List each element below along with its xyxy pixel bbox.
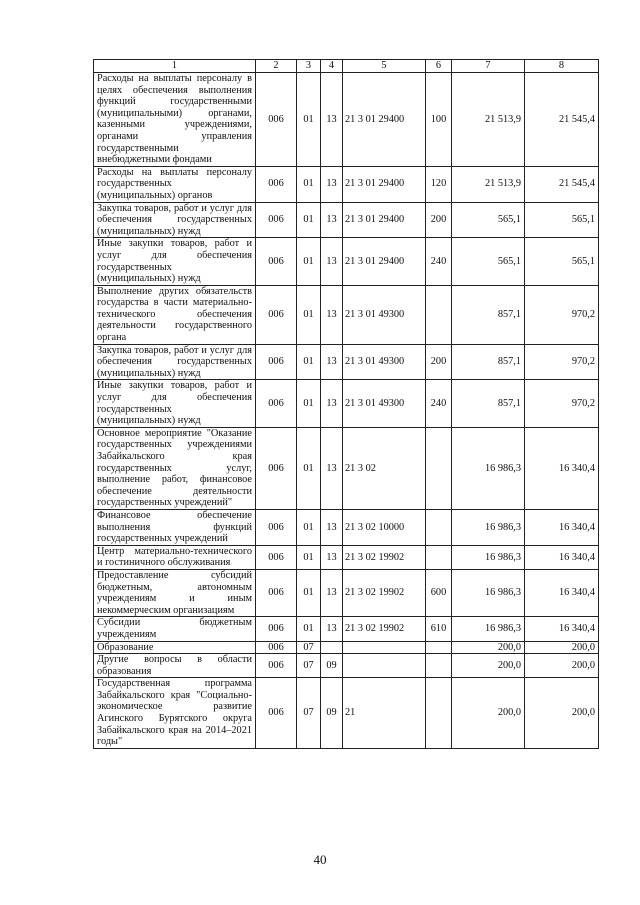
amount-year-2: 16 340,4 <box>525 427 599 509</box>
table-row <box>94 569 599 616</box>
section-code: 01 <box>297 202 321 238</box>
subsection-code: 13 <box>321 344 343 380</box>
table-row <box>94 166 599 202</box>
amount-year-2: 21 545,4 <box>525 73 599 167</box>
target-article-code <box>343 641 426 654</box>
expense-type-code <box>426 509 452 545</box>
amount-year-2: 565,1 <box>525 238 599 285</box>
table-body <box>94 73 599 749</box>
section-code: 01 <box>297 166 321 202</box>
subsection-code: 13 <box>321 509 343 545</box>
subsection-code: 13 <box>321 617 343 641</box>
target-article-code: 21 3 01 29400 <box>343 238 426 285</box>
table-row <box>94 202 599 238</box>
row-name: Другие вопросы в области образования <box>94 654 256 678</box>
subsection-code: 13 <box>321 166 343 202</box>
section-code: 01 <box>297 344 321 380</box>
target-article-code: 21 3 02 <box>343 427 426 509</box>
column-header-7: 7 <box>452 60 525 73</box>
amount-year-2: 565,1 <box>525 202 599 238</box>
row-name: Расходы на выплаты персоналу государственных (муниципальных) органов <box>94 166 256 202</box>
amount-year-1: 200,0 <box>452 641 525 654</box>
target-article-code: 21 3 01 29400 <box>343 202 426 238</box>
target-article-code: 21 3 01 49300 <box>343 380 426 427</box>
section-code: 07 <box>297 678 321 749</box>
ministry-code: 006 <box>256 344 297 380</box>
column-header-8: 8 <box>525 60 599 73</box>
column-header-1: 1 <box>94 60 256 73</box>
amount-year-1: 16 986,3 <box>452 617 525 641</box>
table-row <box>94 641 599 654</box>
row-name: Предоставление субсидий бюджетным, автономным учреждениям и иным некоммерческим организациям <box>94 569 256 616</box>
amount-year-2: 21 545,4 <box>525 166 599 202</box>
expense-type-code <box>426 545 452 569</box>
row-name: Иные закупки товаров, работ и услуг для обеспечения государственных (муниципальных) нужд <box>94 380 256 427</box>
ministry-code: 006 <box>256 73 297 167</box>
section-code: 01 <box>297 427 321 509</box>
column-header-6: 6 <box>426 60 452 73</box>
column-header-2: 2 <box>256 60 297 73</box>
amount-year-2: 970,2 <box>525 285 599 344</box>
table-header-row <box>94 60 599 73</box>
column-header-3: 3 <box>297 60 321 73</box>
expense-type-code: 120 <box>426 166 452 202</box>
amount-year-1: 565,1 <box>452 202 525 238</box>
table-row <box>94 509 599 545</box>
ministry-code: 006 <box>256 202 297 238</box>
ministry-code: 006 <box>256 166 297 202</box>
subsection-code: 13 <box>321 73 343 167</box>
subsection-code <box>321 641 343 654</box>
section-code: 01 <box>297 617 321 641</box>
ministry-code: 006 <box>256 678 297 749</box>
expense-type-code <box>426 641 452 654</box>
target-article-code: 21 3 02 19902 <box>343 545 426 569</box>
amount-year-2: 970,2 <box>525 344 599 380</box>
amount-year-1: 16 986,3 <box>452 427 525 509</box>
row-name: Основное мероприятие "Оказание государственных учреждениями Забайкальского края государственных услуг, выполнение работ, финансовое обеспечение деятельности государственных учреждений" <box>94 427 256 509</box>
subsection-code: 09 <box>321 654 343 678</box>
section-code: 01 <box>297 380 321 427</box>
section-code: 01 <box>297 285 321 344</box>
subsection-code: 09 <box>321 678 343 749</box>
target-article-code: 21 3 02 19902 <box>343 569 426 616</box>
section-code: 01 <box>297 569 321 616</box>
amount-year-2: 16 340,4 <box>525 569 599 616</box>
ministry-code: 006 <box>256 641 297 654</box>
row-name: Государственная программа Забайкальского края "Социально-экономическое развитие Агинского Бурятского округа Забайкальского края на 2014–2021 годы" <box>94 678 256 749</box>
section-code: 07 <box>297 641 321 654</box>
subsection-code: 13 <box>321 238 343 285</box>
subsection-code: 13 <box>321 569 343 616</box>
amount-year-2: 200,0 <box>525 654 599 678</box>
row-name: Выполнение других обязательств государства в части материально-технического обеспечения деятельности государственного органа <box>94 285 256 344</box>
table-row <box>94 654 599 678</box>
target-article-code <box>343 654 426 678</box>
target-article-code: 21 3 02 19902 <box>343 617 426 641</box>
target-article-code: 21 3 01 29400 <box>343 73 426 167</box>
subsection-code: 13 <box>321 427 343 509</box>
row-name: Образование <box>94 641 256 654</box>
row-name: Закупка товаров, работ и услуг для обеспечения государственных (муниципальных) нужд <box>94 344 256 380</box>
table-row <box>94 73 599 167</box>
expense-type-code: 240 <box>426 238 452 285</box>
target-article-code: 21 3 01 29400 <box>343 166 426 202</box>
table-row <box>94 678 599 749</box>
expense-type-code <box>426 678 452 749</box>
amount-year-1: 857,1 <box>452 380 525 427</box>
ministry-code: 006 <box>256 569 297 616</box>
target-article-code: 21 <box>343 678 426 749</box>
section-code: 01 <box>297 238 321 285</box>
subsection-code: 13 <box>321 202 343 238</box>
amount-year-1: 200,0 <box>452 654 525 678</box>
row-name: Расходы на выплаты персоналу в целях обеспечения выполнения функций государственными (муниципальными) органами, казенными учреждениями, органами управления государственными внебюджетными фондами <box>94 73 256 167</box>
table-row <box>94 545 599 569</box>
table-row <box>94 380 599 427</box>
column-header-5: 5 <box>343 60 426 73</box>
ministry-code: 006 <box>256 427 297 509</box>
amount-year-1: 21 513,9 <box>452 73 525 167</box>
section-code: 07 <box>297 654 321 678</box>
ministry-code: 006 <box>256 509 297 545</box>
ministry-code: 006 <box>256 617 297 641</box>
ministry-code: 006 <box>256 238 297 285</box>
amount-year-1: 857,1 <box>452 344 525 380</box>
expense-type-code: 600 <box>426 569 452 616</box>
table-row <box>94 344 599 380</box>
amount-year-1: 16 986,3 <box>452 509 525 545</box>
amount-year-1: 16 986,3 <box>452 569 525 616</box>
expense-type-code <box>426 654 452 678</box>
row-name: Субсидии бюджетным учреждениям <box>94 617 256 641</box>
subsection-code: 13 <box>321 285 343 344</box>
table-row <box>94 617 599 641</box>
section-code: 01 <box>297 509 321 545</box>
expense-type-code: 240 <box>426 380 452 427</box>
amount-year-2: 16 340,4 <box>525 509 599 545</box>
ministry-code: 006 <box>256 654 297 678</box>
amount-year-1: 857,1 <box>452 285 525 344</box>
table-row <box>94 238 599 285</box>
expense-type-code: 200 <box>426 202 452 238</box>
expense-type-code <box>426 427 452 509</box>
amount-year-1: 21 513,9 <box>452 166 525 202</box>
subsection-code: 13 <box>321 380 343 427</box>
target-article-code: 21 3 01 49300 <box>343 285 426 344</box>
amount-year-2: 16 340,4 <box>525 545 599 569</box>
subsection-code: 13 <box>321 545 343 569</box>
ministry-code: 006 <box>256 285 297 344</box>
expense-type-code: 200 <box>426 344 452 380</box>
row-name: Центр материально-технического и гостиничного обслуживания <box>94 545 256 569</box>
ministry-code: 006 <box>256 380 297 427</box>
row-name: Финансовое обеспечение выполнения функций государственных учреждений <box>94 509 256 545</box>
expense-type-code <box>426 285 452 344</box>
amount-year-2: 200,0 <box>525 641 599 654</box>
amount-year-1: 200,0 <box>452 678 525 749</box>
target-article-code: 21 3 01 49300 <box>343 344 426 380</box>
section-code: 01 <box>297 545 321 569</box>
row-name: Иные закупки товаров, работ и услуг для обеспечения государственных (муниципальных) нужд <box>94 238 256 285</box>
amount-year-2: 200,0 <box>525 678 599 749</box>
amount-year-2: 16 340,4 <box>525 617 599 641</box>
amount-year-2: 970,2 <box>525 380 599 427</box>
amount-year-1: 565,1 <box>452 238 525 285</box>
ministry-code: 006 <box>256 545 297 569</box>
expense-type-code: 100 <box>426 73 452 167</box>
row-name: Закупка товаров, работ и услуг для обеспечения государственных (муниципальных) нужд <box>94 202 256 238</box>
budget-table <box>93 59 599 749</box>
expense-type-code: 610 <box>426 617 452 641</box>
section-code: 01 <box>297 73 321 167</box>
table-row <box>94 285 599 344</box>
column-header-4: 4 <box>321 60 343 73</box>
table-row <box>94 427 599 509</box>
amount-year-1: 16 986,3 <box>452 545 525 569</box>
page-number: 40 <box>313 852 327 867</box>
target-article-code: 21 3 02 10000 <box>343 509 426 545</box>
